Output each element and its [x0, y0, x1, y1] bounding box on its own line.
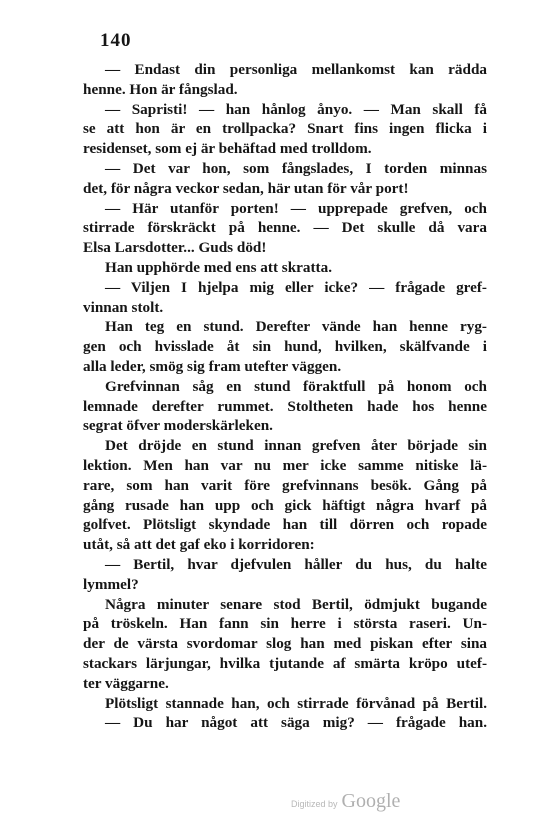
text-line: gång rusade han upp och gick häftigt några hvarf på	[83, 496, 487, 514]
text-line: vinnan stolt.	[83, 298, 164, 316]
text-line: henne. Hon är fångslad.	[83, 80, 238, 98]
text-line: rare, som han varit före grefvinnans besök. Gång på	[83, 476, 487, 494]
text-line: på tröskeln. Han fann sin herre i största raseri. Un-	[83, 615, 487, 633]
text-line: Han upphörde med ens att skratta.	[105, 258, 332, 276]
text-line: Grefvinnan såg en stund föraktfull på honom och	[105, 377, 487, 395]
text-line: — Bertil, hvar djefvulen håller du hus, du halte	[105, 555, 487, 573]
text-line: det, för några veckor sedan, här utan för vår port!	[83, 179, 409, 197]
text-line: Elsa Larsdotter... Guds död!	[83, 239, 267, 257]
text-line: stackars lärjungar, hvilka tjutande af smärta kröpo utef-	[83, 654, 487, 672]
text-line: ter väggarne.	[83, 674, 169, 692]
text-line: lemnade derefter rummet. Stoltheten hade hos henne	[83, 397, 487, 415]
text-line: utåt, så att det gaf eko i korridoren:	[83, 536, 315, 554]
text-line: Han teg en stund. Derefter vände han henne ryg-	[105, 318, 487, 336]
text-line: residenset, som ej är behäftad med trolldom.	[83, 140, 372, 158]
text-line: — Här utanför porten! — upprepade grefven, och	[105, 199, 487, 217]
text-line: Det dröjde en stund innan grefven åter började sin	[105, 437, 487, 455]
text-line: se att hon är en trollpacka? Snart fins ingen flicka i	[83, 120, 487, 138]
digitization-watermark	[291, 790, 400, 813]
text-line: — Endast din personliga mellankomst kan rädda	[105, 61, 487, 78]
text-line: — Viljen I hjelpa mig eller icke? — frågade gref-	[105, 278, 487, 296]
text-line: gen och hvisslade åt sin hund, hvilken, skälfvande i	[83, 338, 487, 356]
text-line: — Sapristi! — han hånlog ånyo. — Man skall få	[105, 100, 487, 118]
text-line: segrat öfver moderskärleken.	[83, 417, 273, 435]
text-line: — Du har något att säga mig? — frågade han.	[105, 714, 487, 732]
text-line: lektion. Men han var nu mer icke samme nitiske lä-	[83, 456, 487, 474]
text-line: Några minuter senare stod Bertil, ödmjukt bugande	[105, 595, 487, 613]
text-line: golfvet. Plötsligt skyndade han till dörren och ropade	[83, 516, 487, 534]
google-logo: Google	[341, 790, 401, 812]
body-text	[83, 60, 487, 733]
text-line: — Det var hon, som fångslades, I torden minnas	[105, 159, 487, 177]
text-line: alla leder, smög sig fram utefter väggen.	[83, 357, 342, 375]
page-number: 140	[100, 30, 132, 51]
text-line: lymmel?	[83, 575, 139, 593]
text-line: Plötsligt stannade han, och stirrade förvånad på Bertil.	[105, 694, 487, 712]
digitized-by-label: Digitized by	[291, 799, 338, 809]
text-line: stirrade förskräckt på henne. — Det skulle då vara	[83, 219, 487, 237]
text-line: der de värsta svordomar slog han med piskan efter sina	[83, 635, 487, 653]
